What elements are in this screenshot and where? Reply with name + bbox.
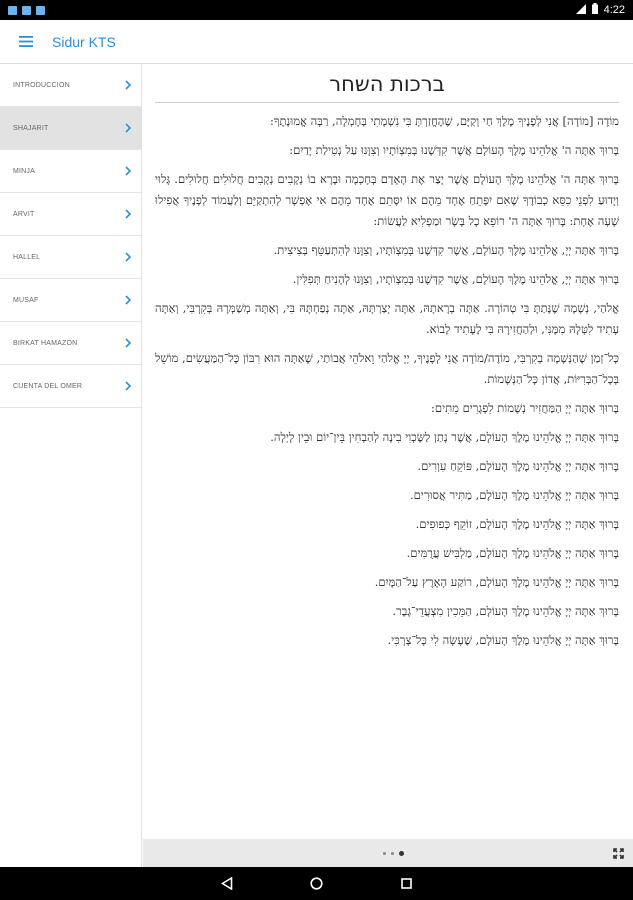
- cell-signal-icon: [576, 4, 586, 17]
- prayer-paragraph: בָּרוּךְ אַתָּה ה' אֱלֹהֵינוּ מֶלֶךְ הָעוֹלָם אֲשֶׁר קִדְּשָׁנוּ בְּמִצְוֹתָיו וְצִוָּנוּ עַל נְטִילַת יָדַיִם:: [289, 143, 619, 157]
- heading-divider: [155, 102, 619, 103]
- prayer-paragraph: בָּרוּךְ אַתָּה יְיָ הַמַּחֲזִיר נְשָׁמוֹת לִפְגָרִים מֵתִים:: [431, 401, 619, 415]
- prayer-paragraph: בָּרוּךְ אַתָּה יְיָ אֱלֹהֵינוּ מֶלֶךְ הָעוֹלָם, הַמֵּכִין מִצְעֲדֵי־גָבֶר.: [392, 604, 619, 618]
- prayer-paragraph: מוֹדֶה [מוֹדָה] אֲנִי לְפָנֶיךָ מֶלֶךְ חַי וְקַיָּם, שֶׁהֶחֱזַרְתָּ בִּי נִשְׁמָתִי בְּחֶמְלָה, רַבָּה אֱמוּנָתֶךָ:: [270, 114, 619, 128]
- sidebar-item-label: HALLEL: [13, 253, 41, 261]
- prayer-paragraph: בָּרוּךְ אַתָּה יְיָ אֱלֹהֵינוּ מֶלֶךְ הָעוֹלָם, מַתִּיר אֲסוּרִים.: [409, 488, 619, 502]
- notification-icons: [8, 6, 45, 15]
- prayer-paragraph: בָּרוּךְ אַתָּה יְיָ אֱלֹהֵינוּ מֶלֶךְ הָעוֹלָם, מַלְבִּישׁ עֲרֻמִּים.: [406, 546, 619, 560]
- sidebar-item-label: MINJÁ: [13, 167, 35, 175]
- sidebar-item-label: ARVIT: [13, 210, 35, 218]
- prayer-paragraph: בָּרוּךְ אַתָּה יְיָ, אֱלֹהֵינוּ מֶלֶךְ הָעוֹלָם, אֲשֶׁר קִדְּשָׁנוּ בְּמִצְוֹתָיו, וְצִוָּנוּ לְהִתְעַטֵּף בְּצִיצִית.: [273, 243, 619, 257]
- prayer-paragraph: בָּרוּךְ אַתָּה יְיָ אֱלֹהֵינוּ מֶלֶךְ הָעוֹלָם, פּוֹקֵחַ עִוְרִים.: [417, 459, 619, 473]
- notification-icon: [22, 6, 31, 15]
- prayer-paragraph: בָּרוּךְ אַתָּה יְיָ אֱלֹהֵינוּ מֶלֶךְ הָעוֹלָם, זוֹקֵף כְּפוּפִים.: [415, 517, 619, 531]
- hamburger-menu-icon[interactable]: [0, 20, 52, 64]
- prayer-paragraph: בָּרוּךְ אַתָּה יְיָ, אֱלֹהֵינוּ מֶלֶךְ הָעוֹלָם, אֲשֶׁר קִדְּשָׁנוּ בְּמִצְוֹתָיו, וְצִוָּנוּ לְהָנִיחַ תְּפִלִּין.: [292, 272, 619, 286]
- sidebar-item-label: CUENTA DEL OMER: [13, 382, 83, 390]
- sidebar-item[interactable]: [0, 107, 141, 150]
- app-bar: [0, 20, 633, 64]
- notification-icon: [36, 6, 45, 15]
- sidebar-item[interactable]: [0, 322, 141, 365]
- prayer-paragraph: בָּרוּךְ אַתָּה יְיָ אֱלֹהֵינוּ מֶלֶךְ הָעוֹלָם, אֲשֶׁר נָתַן לַשֶּׂכְוִי בִינָה לְהַבְחִין בֵּין־יוֹם וּבֵין לָיְלָה.: [270, 430, 619, 444]
- prayer-paragraph: בָּרוּךְ אַתָּה יְיָ אֱלֹהֵינוּ מֶלֶךְ הָעוֹלָם, שֶׁעָשָׂה לִי כָּל־צָרְכִּי.: [387, 633, 619, 647]
- chevron-right-icon: [123, 337, 133, 349]
- home-icon[interactable]: [303, 870, 331, 898]
- prayer-paragraph: בָּרוּךְ אַתָּה יְיָ אֱלֹהֵינוּ מֶלֶךְ הָעוֹלָם, רוֹקַע הָאָרֶץ עַל־הַמָּיִם.: [374, 575, 619, 589]
- sidebar-item[interactable]: [0, 64, 141, 107]
- sidebar-item-label: INTRODUCCIÓN: [13, 81, 70, 89]
- sidebar-item[interactable]: [0, 279, 141, 322]
- notification-icon: [8, 6, 17, 15]
- sidebar-item[interactable]: [0, 236, 141, 279]
- sidebar: [0, 64, 142, 867]
- sidebar-item[interactable]: [0, 150, 141, 193]
- chevron-right-icon: [123, 122, 133, 134]
- recents-icon[interactable]: [393, 870, 421, 898]
- fullscreen-icon[interactable]: [603, 839, 633, 867]
- chevron-right-icon: [123, 208, 133, 220]
- page-dot-active[interactable]: [399, 851, 404, 856]
- sidebar-item-label: BIRKAT HAMAZON: [13, 339, 78, 347]
- battery-icon: [592, 3, 598, 17]
- page-indicator: [143, 851, 603, 856]
- chevron-right-icon: [123, 380, 133, 392]
- prayer-paragraph: בָּרוּךְ אַתָּה ה' אֱלֹהֵינוּ מֶלֶךְ הָעוֹלָם אֲשֶׁר יָצַר אֶת הָאָדָם בְּחָכְמָה וּבָרָא בוֹ נְקָבִים נְקָבִים חֲלוּלִים חֲלוּלִים. גָּלוּי וְיָדוּעַ לִפְנֵי כִסֵּא כְבוֹדֶךָ שֶׁאִם יִפָּתֵחַ אֶחָד מֵהֶם אוֹ יִסָּתֵם אֶחָד מֵהֶם אִי אֶפְשָׁר לְהִתְקַיֵּם וְלַעֲמוֹד לְפָנֶיךָ אֲפִילוּ שָׁעָה אֶחָת: בָּרוּךְ אַתָּה ה' רוֹפֵא כָל בָּשָׂר וּמַפְלִיא לַעֲשׂוֹת:: [155, 172, 619, 228]
- prayer-paragraph: כָּל־זְמַן שֶׁהַנְּשָׁמָה בְקִרְבִּי, מוֹדֶה/מוֹדָה אֲנִי לְפָנֶיךָ, יְיָ אֱלֹהַי וֵאלֹהֵי אֲבוֹתַי, שֶׁאַתָּה הוּא רִבּוֹן כָּל־הַמַּעֲשִׂים, מוֹשֵׁל בְּכָל־הַבְּרִיּוֹת, אֲדוֹן כָּל־הַנְּשָׁמוֹת.: [155, 351, 619, 386]
- status-bar: [0, 0, 633, 20]
- chevron-right-icon: [123, 294, 133, 306]
- sidebar-item[interactable]: [0, 193, 141, 236]
- chevron-right-icon: [123, 165, 133, 177]
- back-icon[interactable]: [213, 870, 241, 898]
- page-toolbar: [143, 839, 633, 867]
- page-dot[interactable]: [383, 852, 386, 855]
- section-heading: ברכות השחר: [329, 72, 445, 96]
- sidebar-item-label: SHAJARIT: [13, 124, 49, 132]
- sidebar-item[interactable]: [0, 365, 141, 408]
- page-dot[interactable]: [391, 852, 394, 855]
- app-title: Sidur KTS: [52, 33, 116, 50]
- sidebar-item-label: MUSAF: [13, 296, 39, 304]
- prayer-text: [155, 111, 619, 651]
- chevron-right-icon: [123, 79, 133, 91]
- chevron-right-icon: [123, 251, 133, 263]
- prayer-paragraph: אֱלֹהַי, נְשָׁמָה שֶׁנָּתַתָּ בִּי טְהוֹרָה. אַתָּה בְרָאתָהּ, אַתָּה יְצַרְתָּהּ, אַתָּה נְפַחְתָּהּ בִּי, וְאַתָּה מְשַׁמְּרָהּ בְּקִרְבִּי, וְאַתָּה עָתִיד לִטְּלָהּ מִמֶּנִּי, וּלְהַחֲזִירָהּ בִּי לֶעָתִיד לָבוֹא.: [155, 301, 619, 336]
- prayer-content[interactable]: [143, 64, 633, 839]
- system-nav-bar: [0, 867, 633, 900]
- clock: 4:22: [603, 4, 625, 16]
